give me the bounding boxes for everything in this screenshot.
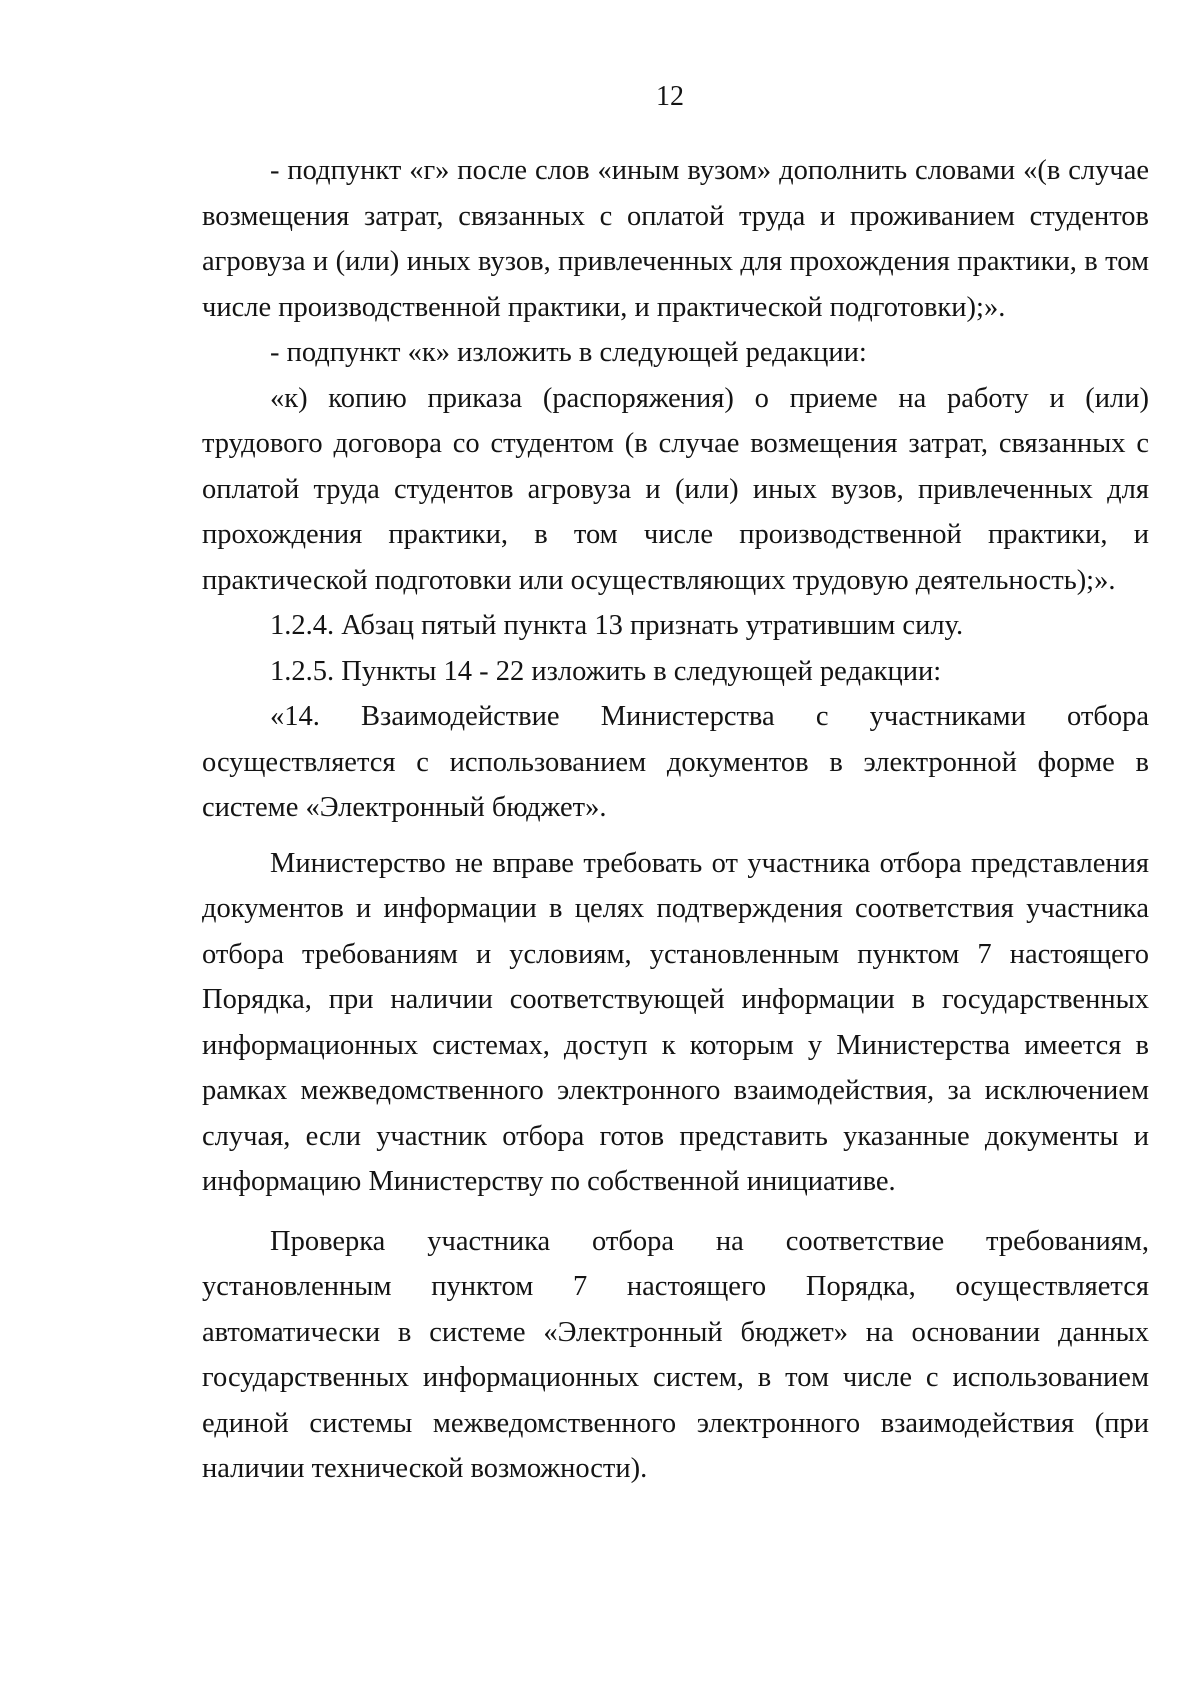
document-body (202, 148, 1149, 1492)
paragraph-subitem-g: - подпункт «г» после слов «иным вузом» дополнить словами «(в случае возмещения затрат, связанных с оплатой труда и проживанием студентов агровуза и (или) иных вузов, привлеченных для прохождения практики, в том числе производственной практики, и практической подготовки);». (202, 155, 1149, 323)
paragraph-ministry-not-entitled: Министерство не вправе требовать от участника отбора представления документов и информации в целях подтверждения соответствия участника отбора требованиям и условиям, установленным пунктом 7 настоящего Порядка, при наличии соответствующей информации в государственных информационных системах, доступ к которым у Министерства имеется в рамках межведомственного электронного взаимодействия, за исключением случая, если участник отбора готов представить указанные документы и информацию Министерству по собственной инициативе. (202, 847, 1149, 1197)
paragraph-subitem-k-intro: - подпункт «к» изложить в следующей редакции: (270, 337, 867, 368)
page-number: 12 (656, 81, 684, 112)
paragraph-participant-check: Проверка участника отбора на соответствие требованиям, установленным пунктом 7 настоящего Порядка, осуществляется автоматически в системе «Электронный бюджет» на основании данных государственных информационных систем, в том числе с использованием единой системы межведомственного электронного взаимодействия (при наличии технической возможности). (202, 1225, 1149, 1484)
paragraph-1-2-4: 1.2.4. Абзац пятый пункта 13 признать утратившим силу. (270, 610, 964, 641)
paragraph-item-14: «14. Взаимодействие Министерства с участниками отбора осуществляется с использованием документов в электронной форме в системе «Электронный бюджет». (202, 701, 1149, 823)
paragraph-1-2-5: 1.2.5. Пункты 14 - 22 изложить в следующей редакции: (270, 655, 942, 687)
paragraph-subitem-k-text: «к) копию приказа (распоряжения) о приеме на работу и (или) трудового договора со студентом (в случае возмещения затрат, связанных с оплатой труда студентов агровуза и (или) иных вузов, привлеченных для прохождения практики, в том числе производственной практики, и практической подготовки или осуществляющих трудовую деятельность);». (202, 382, 1149, 596)
